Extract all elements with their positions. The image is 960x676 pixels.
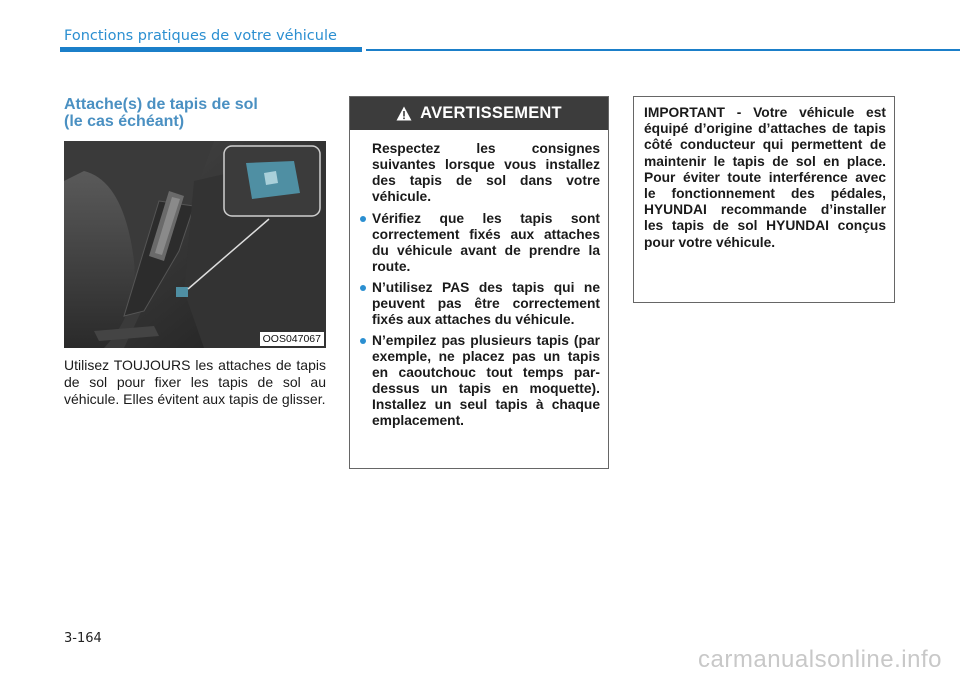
figure-code: OOS047067 [260, 332, 324, 346]
warning-body [350, 130, 608, 429]
section-heading-line2: (le cas échéant) [64, 113, 185, 130]
floor-mat-anchor-illustration [64, 141, 326, 348]
intro-paragraph: Utilisez TOUJOURS les attaches de tapis de sol pour fixer les tapis de sol au véhicule. Elles évitent aux tapis de glisser. [64, 357, 326, 407]
header-rule [366, 49, 960, 51]
warning-title: AVERTISSEMENT [420, 104, 562, 122]
watermark: carmanualsonline.info [698, 646, 942, 673]
warning-intro: Respectez les consignes suivantes lorsque vous installez des tapis de sol dans votre véhicule. [372, 141, 600, 204]
warning-triangle-icon [396, 106, 412, 121]
page-number: 3-164 [64, 631, 102, 646]
bullet-icon [360, 338, 366, 344]
warning-item: N’utilisez PAS des tapis qui ne peuvent pas être correctement fixés aux attaches du véhicule. [372, 280, 600, 328]
important-text: IMPORTANT - Votre véhicule est équipé d’origine d’attaches de tapis côté conducteur qui permettent de maintenir le tapis de sol en place. Pour éviter toute interférence avec le fonctionnement des pédales, HYUNDAI recommande d’installer les tapis de sol HYUNDAI conçus pour votre véhicule. [644, 105, 886, 250]
header-section-title: Fonctions pratiques de votre véhicule [64, 28, 337, 44]
important-box [633, 96, 895, 303]
floor-mat-anchor-photo [64, 141, 326, 348]
warning-list [372, 211, 600, 429]
warning-header [350, 97, 608, 130]
warning-item: Vérifiez que les tapis sont correctement fixés aux attaches du véhicule avant de prendre la route. [372, 211, 600, 275]
header-accent-bar [60, 47, 362, 52]
section-heading [64, 96, 344, 130]
bullet-icon [360, 285, 366, 291]
bullet-icon [360, 216, 366, 222]
warning-box [349, 96, 609, 469]
section-heading-line1: Attache(s) de tapis de sol [64, 96, 258, 113]
warning-item: N’empilez pas plusieurs tapis (par exemple, ne placez pas un tapis en caoutchouc tout temps par-dessus un tapis en moquette). Installez un seul tapis à chaque emplacement. [372, 333, 600, 429]
